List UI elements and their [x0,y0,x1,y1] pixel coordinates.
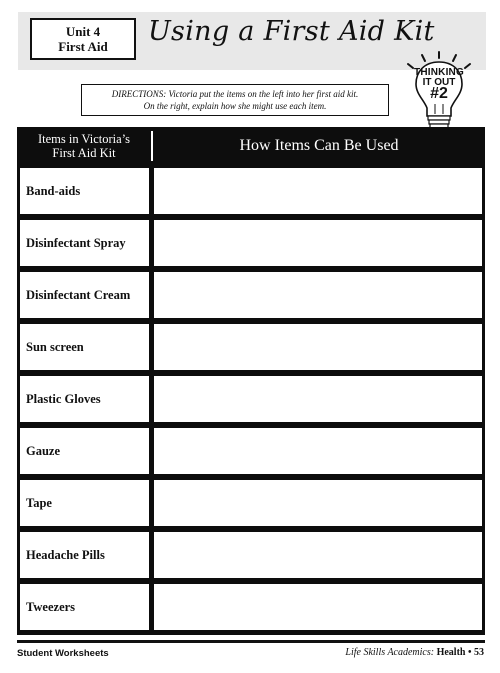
item-label: Tape [20,480,149,526]
directions-box [81,84,389,116]
answer-cell[interactable] [154,272,482,318]
table-body [17,165,485,635]
answer-cell[interactable] [154,584,482,630]
item-label: Tweezers [20,584,149,630]
uses-column-header: How Items Can Be Used [239,137,399,154]
badge-line1: THINKING [414,67,464,78]
item-label: Plastic Gloves [20,376,149,422]
table-row [17,321,485,373]
item-label: Disinfectant Cream [20,272,149,318]
answer-cell[interactable] [154,428,482,474]
answer-cell[interactable] [154,376,482,422]
items-table [17,127,485,635]
answer-cell[interactable] [154,168,482,214]
answer-cell[interactable] [154,480,482,526]
footer-left-text: Student Worksheets [17,648,109,659]
unit-topic: First Aid [58,39,108,54]
table-row [17,217,485,269]
answer-cell[interactable] [154,532,482,578]
footer-rule [17,640,485,643]
unit-number: Unit 4 [65,24,101,39]
item-label: Sun screen [20,324,149,370]
items-header-line2: First Aid Kit [52,146,116,160]
badge-number: #2 [430,85,448,102]
table-header [17,127,485,165]
items-header-line1: Items in Victoria’s [37,132,131,146]
table-row [17,269,485,321]
answer-cell[interactable] [154,220,482,266]
directions-line1: DIRECTIONS: Victoria put the items on the left into her first aid kit. [111,89,359,99]
table-row [17,581,485,633]
table-row [17,425,485,477]
badge-line2: IT OUT [422,77,456,88]
item-label: Gauze [20,428,149,474]
table-row [17,477,485,529]
unit-box [30,18,136,60]
page-number: • 53 [467,647,484,658]
item-label: Band-aids [20,168,149,214]
table-row [17,373,485,425]
subject-name: Health [436,647,466,658]
answer-cell[interactable] [154,324,482,370]
table-row [17,529,485,581]
item-label: Disinfectant Spray [20,220,149,266]
series-name: Life Skills Academics: [345,647,435,658]
page-title: Using a First Aid Kit [148,16,435,47]
items-column-header [17,127,151,165]
table-row [17,165,485,217]
item-label: Headache Pills [20,532,149,578]
directions-line2: On the right, explain how she might use each item. [143,101,327,111]
footer-right-text [345,647,484,658]
